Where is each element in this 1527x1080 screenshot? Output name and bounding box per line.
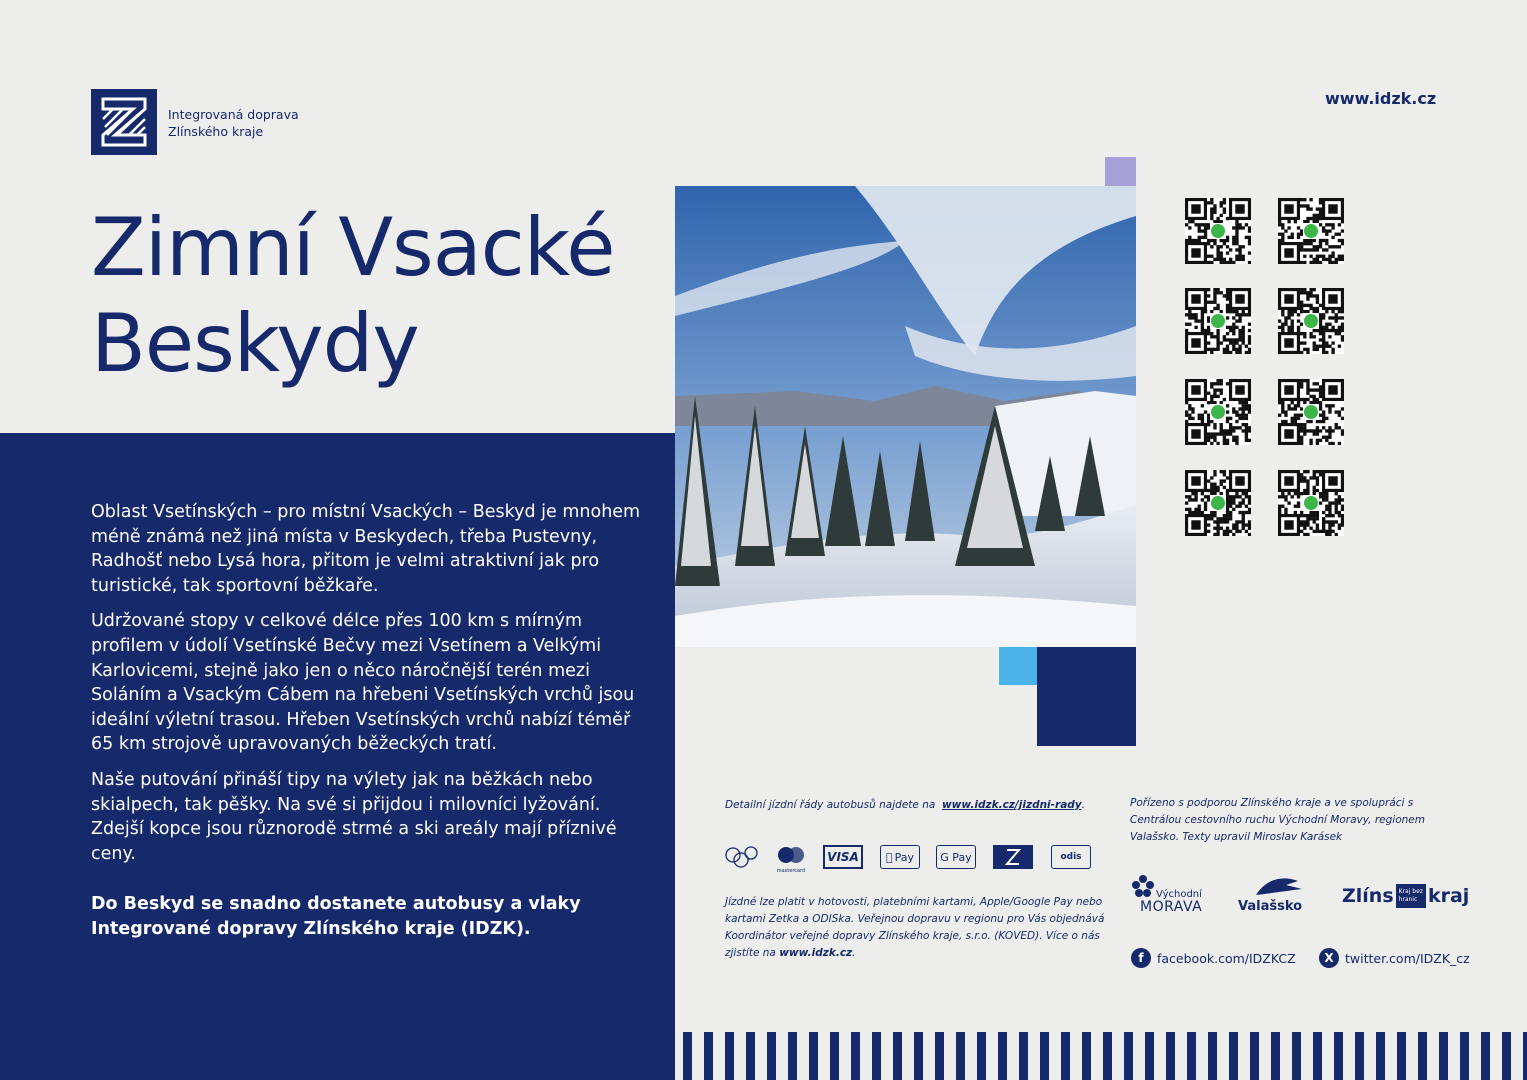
- paragraph: Oblast Vsetínských – pro místní Vsackých – Beskyd je mnohem méně známá než jiná místa v Beskydech, třeba Pustevny, Radhošť nebo Lysá hora, přitom je velmi atraktivní jak pro turistické, tak sportovní běžkaře.: [91, 502, 641, 596]
- timetable-link[interactable]: www.idzk.cz/jizdni-rady: [941, 799, 1082, 811]
- credits-text: Pořízeno s podporou Zlínského kraje a ve spolupráci s Centrálou cestovního ruchu Východní Moravy, regionem Valašsko. Texty upravil Miroslav Karásek: [1130, 797, 1425, 843]
- odiska-icon: odis: [1051, 845, 1091, 869]
- idzk-icon: [993, 845, 1033, 869]
- qr-code[interactable]: [1278, 379, 1344, 445]
- paragraph: Naše putování přináší tipy na výlety jak na běžkách nebo skialpech, tak pěšky. Na své si přijdou i milovníci lyžování. Zdejší kopce jsou různorodě strmé a ski areály mají příznivé ceny.: [91, 769, 617, 864]
- apple-pay-icon: Pay: [880, 845, 920, 869]
- decor-square-blue: [999, 647, 1037, 685]
- facebook-link[interactable]: f facebook.com/IDZKCZ: [1131, 948, 1296, 968]
- qr-code[interactable]: [1185, 470, 1251, 536]
- payment-info: Jízdné lze platit v hotovosti, platebními kartami, Apple/Google Pay nebo kartami Zetka a ODISka. Veřejnou dopravu v regionu pro Vás objednává Koordinátor veřejné dopravy Zlínského kraje, s.r.o. (KOVED). Více o nás zjistíte na www.idzk.cz.: [725, 896, 1105, 959]
- twitter-link[interactable]: X twitter.com/IDZK_cz: [1319, 948, 1470, 968]
- visa-icon: VISA: [823, 845, 863, 869]
- timetable-info: Detailní jízdní řády autobusů najdete na www.idzk.cz/jizdni-rady.: [725, 799, 1085, 811]
- qr-code[interactable]: [1278, 198, 1344, 264]
- qr-code[interactable]: [1278, 288, 1344, 354]
- valassko-logo: Valašsko: [1238, 873, 1310, 915]
- paragraph: Udržované stopy v celkové délce přes 100 km s mírným profilem v údolí Vsetínské Bečvy mezi Vsetínem a Velkými Karlovicemi, stejně jako jen o něco náročnější terén mezi Soláním a Vsackým Cábem na hřebeni Vsetínských vrchů jsou ideální výletní trasou. Hřeben Vsetínských vrchů nabízí téměř 65 km strojově upravovaných běžeckých tratí.: [91, 611, 635, 755]
- winter-landscape-photo: [675, 186, 1136, 647]
- qr-code[interactable]: [1185, 379, 1251, 445]
- org-name: Integrovaná doprava Zlínského kraje: [168, 107, 299, 139]
- decor-square-lilac: [1105, 157, 1136, 186]
- coins-icon: [724, 845, 760, 869]
- idzk-logo: [91, 89, 157, 155]
- decor-stripes: [683, 1032, 1527, 1080]
- qr-code[interactable]: [1185, 288, 1251, 354]
- google-pay-icon: G Pay: [936, 845, 976, 869]
- x-icon: X: [1319, 948, 1339, 968]
- article-body: [91, 500, 651, 953]
- qr-code[interactable]: [1278, 470, 1344, 536]
- page-title: Zimní Vsacké Beskydy: [91, 201, 615, 390]
- zlinsky-kraj-logo: Zlíns Kraj bez hranic kraj: [1342, 885, 1470, 907]
- decor-square-navy: [1037, 647, 1136, 746]
- qr-code[interactable]: [1185, 198, 1251, 264]
- facebook-icon: f: [1131, 948, 1151, 968]
- mastercard-icon: mastercard: [774, 845, 808, 869]
- vychodni-morava-logo: Východní MORAVA: [1130, 873, 1205, 915]
- closing-paragraph: Do Beskyd se snadno dostanete autobusy a vlaky Integrované dopravy Zlínského kraje (IDZK).: [91, 894, 581, 939]
- idzk-link[interactable]: www.idzk.cz: [779, 947, 853, 959]
- website-link[interactable]: www.idzk.cz: [1325, 89, 1437, 108]
